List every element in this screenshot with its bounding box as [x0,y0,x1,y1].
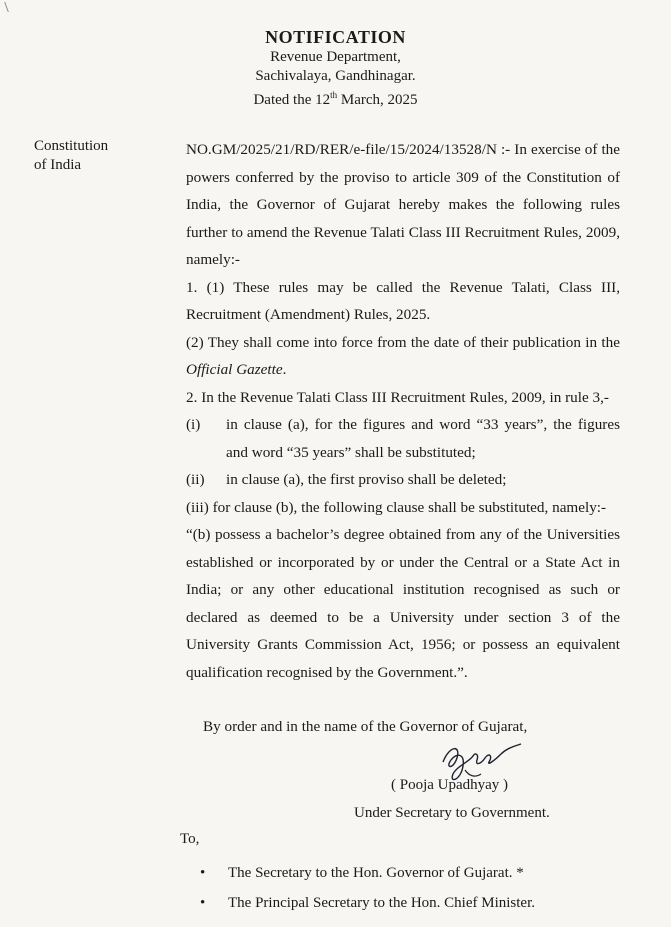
clause-ii-text: in clause (a), the first proviso shall be deleted; [226,471,507,488]
margin-note-line-2: of India [34,157,82,173]
date-sup: th [330,90,338,100]
recipient-text: The Secretary to the Hon. Governor of Gujarat. * [228,865,524,881]
recipient-item [200,888,535,918]
date-line [0,86,671,110]
date-prefix: Dated the 12 [253,92,331,108]
intro-paragraph: NO.GM/2025/21/RD/RER/e-file/15/2024/13528/N :- In exercise of the powers conferred by the proviso to article 309 of the Constitution of India, the Governor of Gujarat hereby makes the following rules further to amend the Revenue Talati Class III Recruitment Rules, 2009, namely:- [186,141,620,268]
margin-note-line-1: Constitution [34,138,109,154]
margin-note [34,137,144,175]
clause-ii [186,466,620,494]
rule-1-2 [186,329,620,384]
order-line: By order and in the name of the Governor of Gujarat, [203,718,528,735]
recipient-list [200,858,535,918]
signatory-name: ( Pooja Upadhyay ) [391,777,509,793]
bullet-icon: • [200,895,206,911]
rule-1-2-end: . [282,361,287,378]
clause-b-text: “(b) possess a bachelor’s degree obtained from any of the Universities established or incorporated by or under the Central or a State Act in India; or any other educational institution recognised as such or declared as deemed to be a University under section 3 of the University Grants Commission Act, 1956; or possess an equivalent qualification recognised by the Government.”. [186,526,620,681]
official-gazette: Official Gazette [186,361,283,378]
recipient-text: The Principal Secretary to the Hon. Chief Minister. [228,895,536,911]
rule-1-2-text: (2) They shall come into force from the date of their publication in the [186,333,620,351]
department-line: Revenue Department, [270,49,401,65]
bullet-icon: • [200,865,206,881]
rule-1-1: 1. (1) These rules may be called the Revenue Talati, Class III, Recruitment (Amendment) Rules, 2025. [186,278,620,323]
notification-header [0,26,671,110]
scan-mark [4,2,17,12]
clause-ii-number: (ii) [186,471,205,488]
recipient-item [200,858,535,888]
date-suffix: March, 2025 [337,92,418,108]
clause-iii: (iii) for clause (b), the following clause shall be substituted, namely:- [186,498,607,516]
clause-i-number: (i) [186,416,201,433]
signatory-designation: Under Secretary to Government. [354,805,550,821]
clause-i [186,411,620,466]
rule-2: 2. In the Revenue Talati Class III Recruitment Rules, 2009, in rule 3,- [186,388,609,406]
clause-i-text: in clause (a), for the figures and word “33 years”, the figures and word “35 years” shall be substituted; [226,416,620,461]
location-line: Sachivalaya, Gandhinagar. [255,68,416,84]
notification-body [186,136,620,686]
to-label: To, [180,831,200,847]
notification-title: NOTIFICATION [265,27,406,47]
